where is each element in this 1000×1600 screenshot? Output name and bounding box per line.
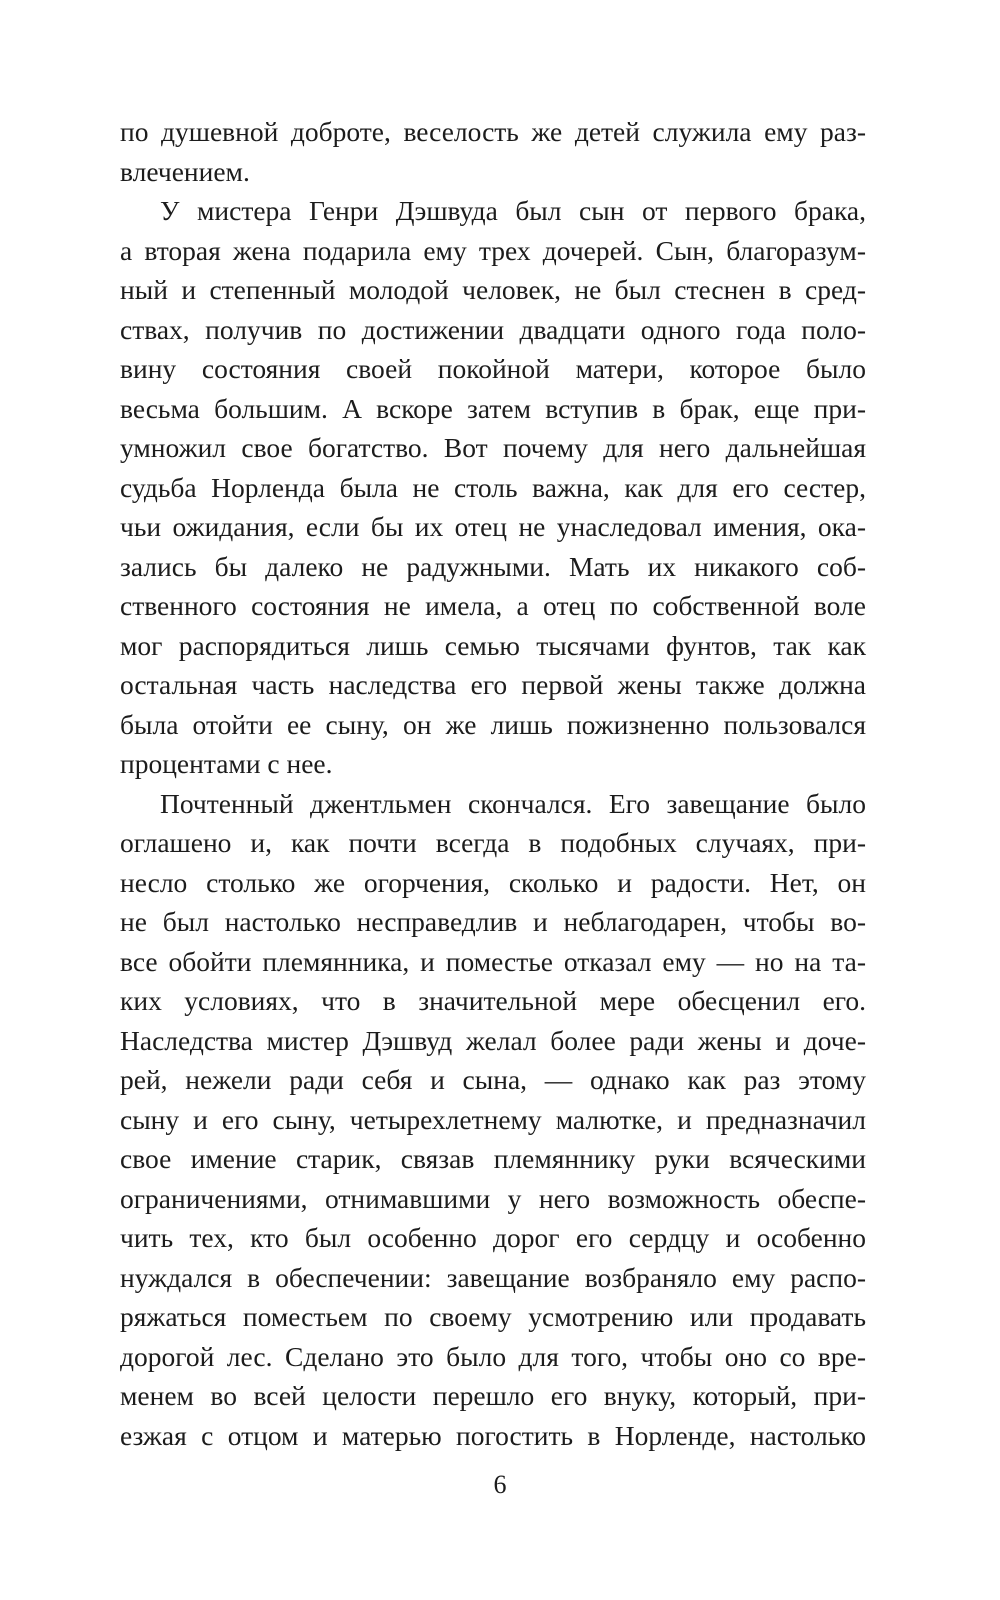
text-line: влечением. xyxy=(120,155,250,187)
text-line: судьба Норленда была не столь важна, как для его сестер, xyxy=(120,471,866,503)
text-line: по душевной доброте, веселость же детей служила ему раз- xyxy=(120,116,866,147)
text-line: ограничениями, отнимавшими у него возможность обеспе- xyxy=(120,1182,866,1214)
text-line: все обойти племянника, и поместье отказал ему — но на та- xyxy=(120,945,866,977)
text-line: весьма большим. А вскоре затем вступив в брак, еще при- xyxy=(120,392,866,424)
text-line: рей, нежели ради себя и сына, — однако как раз этому xyxy=(120,1064,866,1095)
text-line: нуждался в обеспечении: завещание возбраняло ему распо- xyxy=(120,1261,866,1293)
text-line: ствах, получив по достижении двадцати одного года поло- xyxy=(120,313,866,345)
text-line: несло столько же огорчения, сколько и радости. Нет, он xyxy=(120,866,866,898)
text-line: мог распорядиться лишь семью тысячами фунтов, так как xyxy=(120,629,866,661)
text-line: ственного состояния не имела, а отец по собственной воле xyxy=(120,590,866,621)
text-line: ряжаться поместьем по своему усмотрению или продавать xyxy=(120,1301,866,1332)
text-line: процентами с нее. xyxy=(120,748,333,779)
page-number: 6 xyxy=(493,1470,507,1499)
text-line: чить тех, кто был особенно дорог его сердцу и особенно xyxy=(120,1222,866,1253)
text-line: чьи ожидания, если бы их отец не унаследовал имения, ока- xyxy=(120,511,866,542)
text-line: не был настолько несправедлив и неблагодарен, чтобы во- xyxy=(120,906,866,937)
text-line: ный и степенный молодой человек, не был стеснен в сред- xyxy=(120,274,866,305)
text-line: свое имение старик, связав племяннику руки всяческими xyxy=(120,1143,866,1174)
text-line: ких условиях, что в значительной мере обесценил его. xyxy=(120,985,866,1016)
text-line: сыну и его сыну, четырехлетнему малютке, и предназначил xyxy=(120,1103,866,1135)
text-line: езжая с отцом и матерью погостить в Норленде, настолько xyxy=(120,1419,866,1451)
text-line: Наследства мистер Дэшвуд желал более ради жены и доче- xyxy=(120,1024,866,1056)
text-line: оглашено и, как почти всегда в подобных случаях, при- xyxy=(120,827,866,858)
paragraph-start-line: У мистера Генри Дэшвуда был сын от первого брака, xyxy=(160,195,866,226)
text-line: умножил свое богатство. Вот почему для него дальнейшая xyxy=(120,432,866,463)
paragraph-start-line: Почтенный джентльмен скончался. Его завещание было xyxy=(160,787,866,819)
text-line: менем во всей целости перешло его внуку, который, при- xyxy=(120,1380,866,1411)
text-line: остальная часть наследства его первой жены также должна xyxy=(120,669,866,700)
text-line: вину состояния своей покойной матери, которое было xyxy=(120,353,866,384)
text-line: а вторая жена подарила ему трех дочерей. Сын, благоразум- xyxy=(120,234,866,266)
text-line: дорогой лес. Сделано это было для того, чтобы оно со вре- xyxy=(120,1340,866,1372)
text-line: была отойти ее сыну, он же лишь пожизненно пользовался xyxy=(120,708,866,740)
text-line: зались бы далеко не радужными. Мать их никакого соб- xyxy=(120,550,866,582)
body-text xyxy=(120,112,866,1455)
